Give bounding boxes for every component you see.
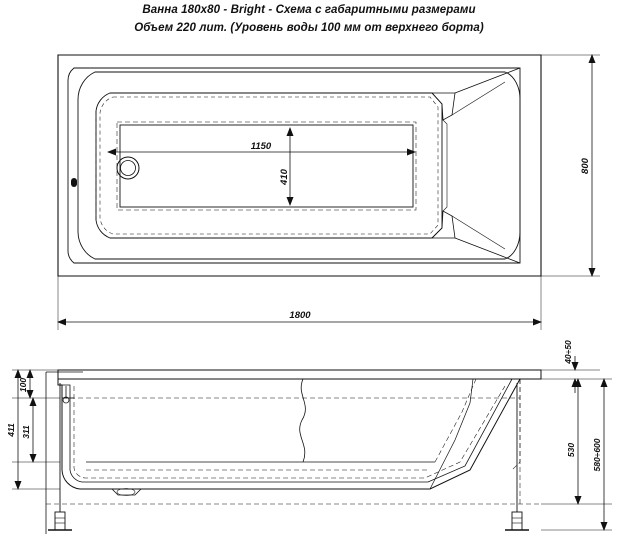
dim-installation-height: 580÷600 xyxy=(592,438,602,472)
dim-rim-thickness: 40÷50 xyxy=(563,340,573,364)
dim-total-height: 411 xyxy=(6,423,16,437)
page-title-line1: Ванна 180х80 - Bright - Схема с габаритными размерами xyxy=(142,4,476,16)
dim-overall-width: 800 xyxy=(580,158,591,174)
dim-overall-length: 1800 xyxy=(289,310,311,321)
dim-inner-depth: 311 xyxy=(21,425,31,439)
page-title-line2: Объем 220 лит. (Уровень воды 100 мм от верхнего борта) xyxy=(134,22,484,34)
top-view-group xyxy=(58,55,600,330)
dim-inner-length: 1150 xyxy=(250,141,272,152)
dim-bath-height: 530 xyxy=(566,442,576,458)
dim-inner-width: 410 xyxy=(279,169,290,185)
dim-water-level: 100 xyxy=(18,377,28,393)
front-view-group xyxy=(6,340,612,534)
